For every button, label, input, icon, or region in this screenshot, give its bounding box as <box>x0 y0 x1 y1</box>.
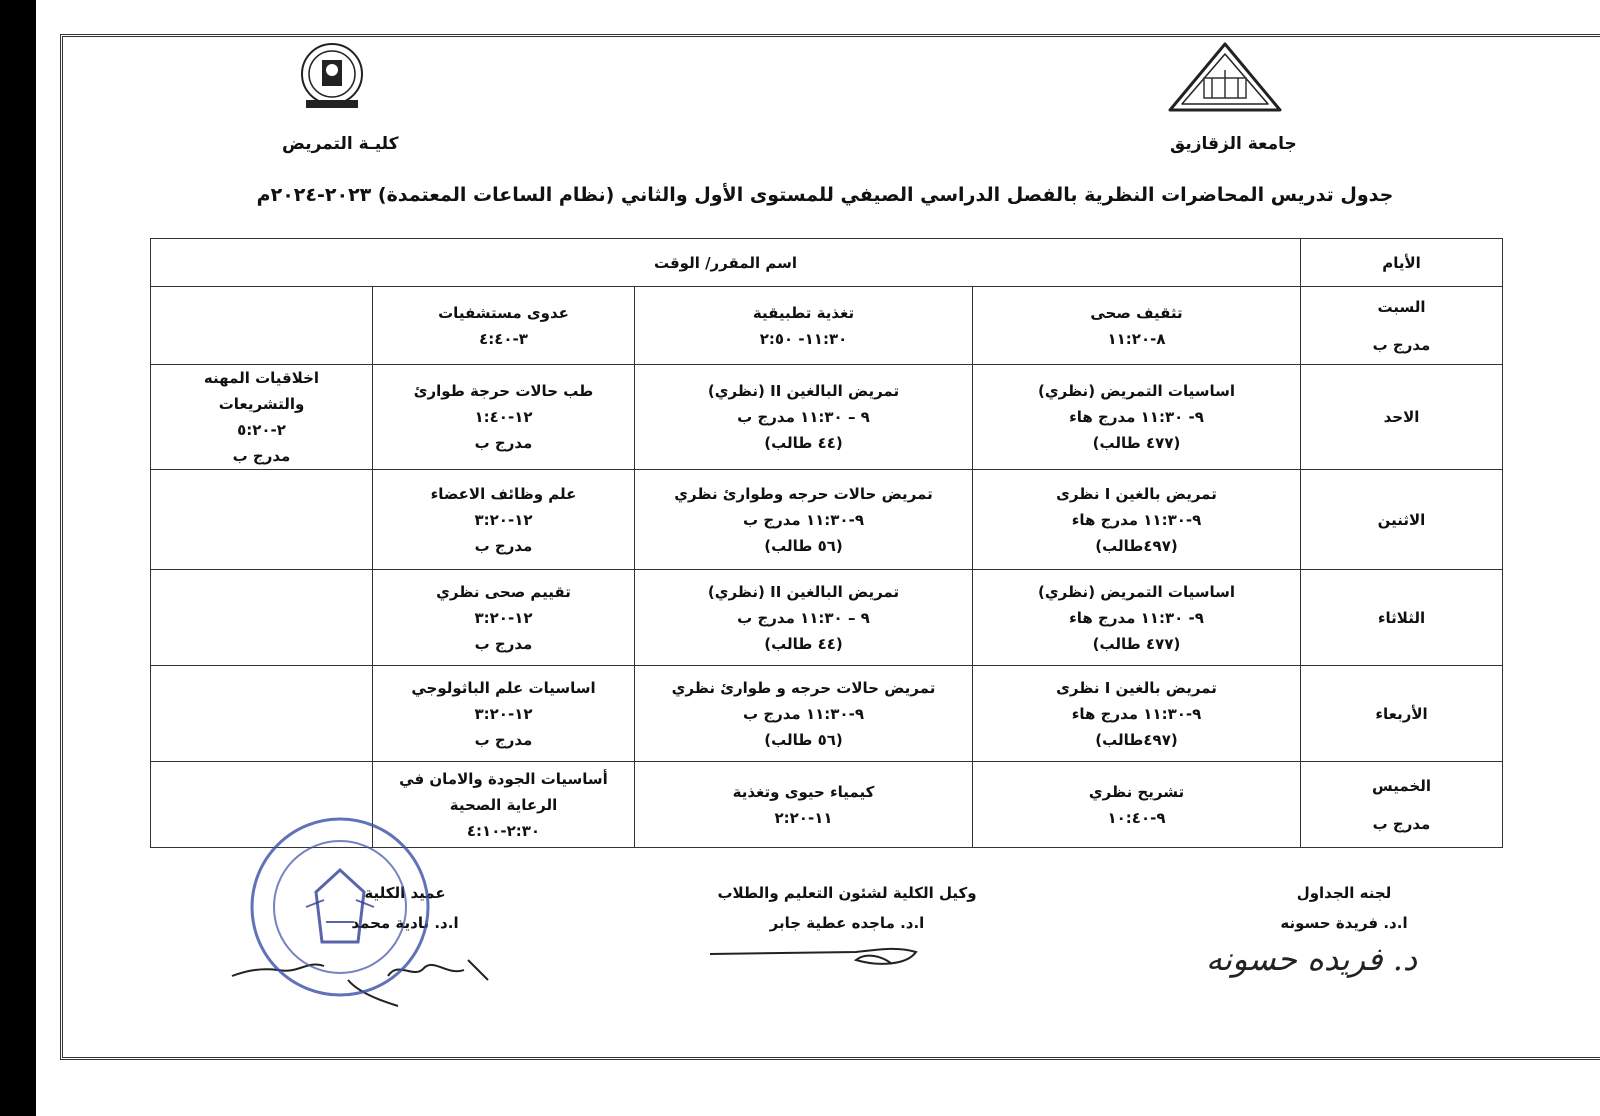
course-detail: (٤٧٧ طالب) <box>1092 634 1181 653</box>
course-cell <box>973 570 1301 666</box>
day-cell <box>1301 570 1503 666</box>
day-cell <box>1301 287 1503 365</box>
course-detail: ٩-١١:٣٠ مدرج ب <box>743 704 864 723</box>
course-detail: مدرج ب <box>474 536 533 555</box>
course-name: أساسيات الجودة والامان في <box>399 769 608 788</box>
course-detail: ٩- ١١:٣٠ مدرج هاء <box>1069 608 1204 627</box>
table-header-row <box>151 239 1503 287</box>
course-name: طب حالات حرجة طوارئ <box>413 382 594 400</box>
course-detail: ١٢-٣:٢٠ <box>474 608 533 627</box>
course-detail: ٩-١١:٣٠ مدرج هاء <box>1071 704 1202 723</box>
course-name: تمريض بالغين I نظرى <box>1056 484 1217 503</box>
course-detail: ٩ – ١١:٣٠ مدرج ب <box>737 608 870 627</box>
course-detail: ١١-٢:٢٠ <box>774 808 833 827</box>
course-cell <box>373 287 635 365</box>
course-name: علم وظائف الاعضاء <box>430 484 577 503</box>
day-name: الاحد <box>1383 408 1420 426</box>
committee-handwritten-signature: د. فريده حسونه <box>1206 940 1418 978</box>
course-cell <box>151 287 373 365</box>
day-name: الخميس <box>1372 776 1431 795</box>
day-hall: مدرج ب <box>1372 335 1431 354</box>
faculty-of-nursing-logo <box>296 40 368 112</box>
day-name: السبت <box>1377 297 1426 316</box>
course-name: كيمياء حيوى وتغذية <box>732 782 875 801</box>
course-cell <box>151 365 373 470</box>
course-name: تمريض بالغين I نظرى <box>1056 678 1217 697</box>
course-name: تمريض البالغين II (نظري) <box>707 382 900 400</box>
vice-dean-signature-scribble <box>706 938 926 978</box>
course-cell <box>635 570 973 666</box>
course-detail: الرعاية الصحية <box>449 795 558 814</box>
course-name: تمريض البالغين II (نظري) <box>707 582 900 601</box>
course-detail: (٤٩٧طالب) <box>1095 730 1178 749</box>
course-cell <box>151 570 373 666</box>
day-name: الثلاثاء <box>1377 608 1426 627</box>
course-cell <box>151 666 373 762</box>
day-hall: مدرج ب <box>1372 814 1431 833</box>
course-detail: ٩-١١:٣٠ مدرج ب <box>743 510 864 529</box>
zagazig-university-logo <box>1164 40 1286 116</box>
day-cell <box>1301 666 1503 762</box>
page-title: جدول تدريس المحاضرات النظرية بالفصل الدراسي الصيفي للمستوى الأول والثاني (نظام الساعات المعتمدة) ٢٠٢٣-٢٠٢٤م <box>256 184 1394 206</box>
table-row <box>151 570 1503 666</box>
course-cell <box>151 470 373 570</box>
day-name: الاثنين <box>1377 510 1426 529</box>
course-detail: (٥٦ طالب) <box>764 536 843 555</box>
course-cell <box>973 365 1301 470</box>
course-cell <box>373 365 635 470</box>
table-row <box>151 666 1503 762</box>
course-name: اساسيات التمريض (نظري) <box>1038 382 1235 400</box>
course-cell <box>973 287 1301 365</box>
course-cell <box>635 287 973 365</box>
course-detail: مدرج ب <box>232 447 291 465</box>
course-detail: (٤٤ طالب) <box>764 634 843 653</box>
course-cell <box>635 470 973 570</box>
course-name: اخلاقيات المهنه <box>203 369 320 387</box>
course-name: اساسيات علم الباثولوجي <box>411 678 596 697</box>
course-name: تشريح نظري <box>1088 782 1185 801</box>
schedule-table <box>150 238 1503 848</box>
table-row <box>151 365 1503 470</box>
course-name: اساسيات التمريض (نظري) <box>1038 582 1235 601</box>
course-name: تقييم صحى نظري <box>436 582 571 601</box>
vice-dean-name: ا.د. ماجده عطية جابر <box>769 914 925 932</box>
day-cell <box>1301 365 1503 470</box>
university-name: جامعة الزقازيق <box>1170 134 1297 154</box>
course-cell <box>973 470 1301 570</box>
course-cell <box>373 570 635 666</box>
course-detail: (٤٧٧ طالب) <box>1092 434 1181 452</box>
course-detail: ١١:٣٠- ٢:٥٠ <box>759 329 848 348</box>
dean-name: ا.د. نادية محمد <box>351 914 459 932</box>
course-detail: (٤٩٧طالب) <box>1095 536 1178 555</box>
course-detail: (٥٦ طالب) <box>764 730 843 749</box>
course-cell <box>373 470 635 570</box>
table-row <box>151 470 1503 570</box>
header-course-time: اسم المقرر/ الوقت <box>151 239 1301 287</box>
course-detail: ١٢-٣:٢٠ <box>474 704 533 723</box>
course-detail: ٩ – ١١:٣٠ مدرج ب <box>737 408 870 426</box>
course-cell <box>973 666 1301 762</box>
day-name: الأربعاء <box>1375 704 1428 723</box>
scan-left-edge <box>0 0 36 1116</box>
course-detail: مدرج ب <box>474 434 533 452</box>
course-name: تغذية تطبيقية <box>752 303 855 322</box>
course-cell <box>373 666 635 762</box>
course-name: تمريض حالات حرجه و طوارئ نظري <box>671 678 936 697</box>
course-detail: والتشريعات <box>218 395 305 413</box>
course-detail: ١٢-١:٤٠ <box>474 408 533 426</box>
course-name: تمريض حالات حرجه وطوارئ نظري <box>674 484 933 503</box>
course-detail: ٩-١١:٣٠ مدرج هاء <box>1071 510 1202 529</box>
table-row <box>151 287 1503 365</box>
course-name: عدوى مستشفيات <box>438 303 569 322</box>
faculty-name: كليـة التمريض <box>282 134 399 154</box>
course-detail: ٨-١١:٢٠ <box>1107 329 1166 348</box>
committee-name: ا.د. فريدة حسونه <box>1280 914 1408 932</box>
course-cell <box>973 762 1301 848</box>
day-cell <box>1301 470 1503 570</box>
course-cell <box>635 666 973 762</box>
course-detail: ٢-٥:٢٠ <box>237 421 286 439</box>
faculty-stamp <box>246 812 434 1002</box>
vice-dean-role: وكيل الكلية لشئون التعليم والطلاب <box>717 884 977 902</box>
course-detail: ٢:٣٠-٤:١٠ <box>466 821 541 840</box>
course-detail: مدرج ب <box>474 634 533 653</box>
course-detail: (٤٤ طالب) <box>764 434 843 452</box>
course-detail: ٩-١٠:٤٠ <box>1107 808 1166 827</box>
course-detail: ١٢-٣:٢٠ <box>474 510 533 529</box>
course-cell <box>635 365 973 470</box>
vice-dean-signature-block <box>712 878 982 938</box>
course-detail: ٩- ١١:٣٠ مدرج هاء <box>1069 408 1204 426</box>
course-detail: مدرج ب <box>474 730 533 749</box>
committee-signature-block <box>1274 878 1414 938</box>
committee-role: لجنه الجداول <box>1296 884 1392 902</box>
header-days: الأيام <box>1301 239 1503 287</box>
dean-role: عميد الكلية <box>364 884 446 902</box>
day-cell <box>1301 762 1503 848</box>
course-cell <box>635 762 973 848</box>
course-detail: ٣-٤:٤٠ <box>479 329 528 348</box>
course-name: تثقيف صحى <box>1090 303 1183 322</box>
